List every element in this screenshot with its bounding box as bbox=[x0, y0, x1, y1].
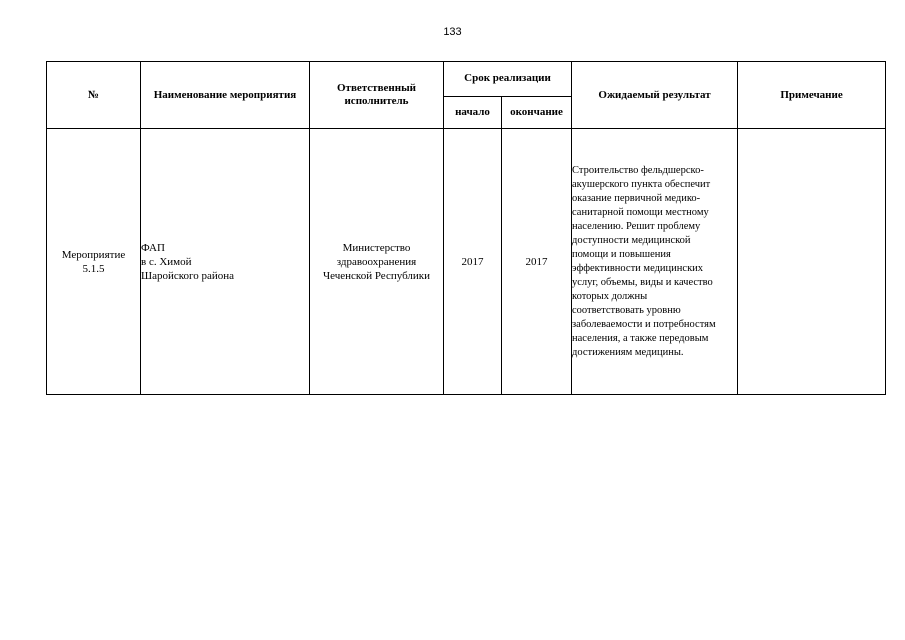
header-period: Срок реализации bbox=[444, 62, 572, 97]
result-line: доступности медицинской bbox=[572, 234, 691, 246]
cell-executor bbox=[310, 129, 444, 395]
result-line: достижениям медицины. bbox=[572, 346, 684, 358]
header-number: № bbox=[47, 62, 141, 129]
cell-number-line1: Мероприятие bbox=[61, 248, 126, 261]
header-name: Наименование мероприятия bbox=[141, 62, 310, 129]
result-line: соответствовать уровню bbox=[572, 304, 681, 316]
cell-note bbox=[738, 129, 886, 395]
result-line: заболеваемости и потребностям bbox=[572, 318, 716, 330]
result-line: Строительство фельдшерско- bbox=[572, 164, 704, 176]
activities-table bbox=[46, 61, 886, 395]
header-end: окончание bbox=[502, 96, 572, 129]
result-line: населения, а также передовым bbox=[572, 332, 709, 344]
cell-executor-line2: здравоохранения bbox=[336, 255, 417, 268]
result-line: оказание первичной медико- bbox=[572, 192, 701, 204]
cell-name bbox=[141, 129, 310, 395]
result-line: помощи и повышения bbox=[572, 248, 671, 260]
cell-name-line1: ФАП bbox=[141, 241, 165, 254]
cell-start: 2017 bbox=[444, 129, 502, 395]
header-executor-line1: Ответственный bbox=[336, 82, 417, 94]
header-start: начало bbox=[444, 96, 502, 129]
header-result: Ожидаемый результат bbox=[572, 62, 738, 129]
result-line: которых должны bbox=[572, 290, 648, 302]
cell-number-line2: 5.1.5 bbox=[82, 262, 105, 275]
result-line: населению. Решит проблему bbox=[572, 220, 701, 232]
cell-executor-line3: Чеченской Республики bbox=[322, 269, 431, 282]
result-line: эффективности медицинских bbox=[572, 262, 704, 274]
header-executor bbox=[310, 62, 444, 129]
result-line: санитарной помощи местному bbox=[572, 206, 709, 218]
result-line: акушерского пункта обеспечит bbox=[572, 178, 711, 190]
cell-number bbox=[47, 129, 141, 395]
cell-end: 2017 bbox=[502, 129, 572, 395]
result-line: услуг, объемы, виды и качество bbox=[572, 276, 713, 288]
page-number: 133 bbox=[443, 26, 462, 38]
table-row bbox=[47, 129, 886, 395]
cell-name-line3: Шаройского района bbox=[141, 269, 235, 282]
cell-name-line2: в с. Химой bbox=[141, 255, 192, 268]
cell-result bbox=[572, 129, 738, 395]
cell-executor-line1: Министерство bbox=[342, 241, 411, 254]
header-note: Примечание bbox=[738, 62, 886, 129]
header-executor-line2: исполнитель bbox=[344, 95, 409, 107]
